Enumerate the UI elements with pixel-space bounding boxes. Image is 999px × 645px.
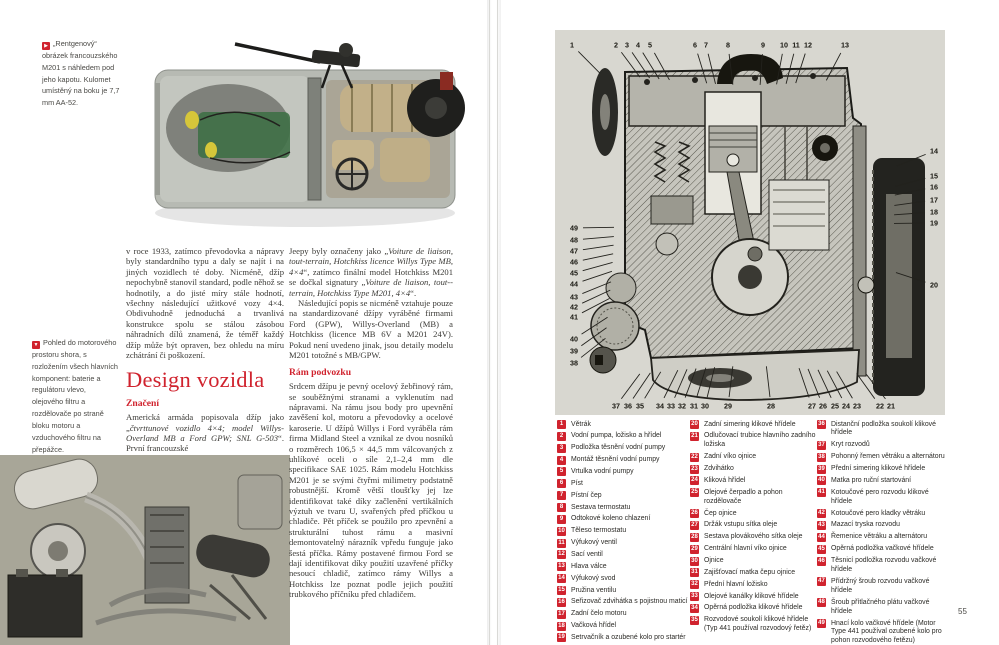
legend-number-badge: 15	[558, 587, 565, 594]
diagram-callout-number: 29	[724, 401, 732, 411]
diagram-callout-number: 28	[767, 401, 775, 411]
engine-cross-section-drawing	[555, 30, 945, 415]
diagram-callout-number: 18	[930, 207, 938, 217]
diagram-callout-number: 19	[930, 218, 938, 228]
legend-item	[690, 521, 817, 530]
legend-item	[557, 420, 690, 429]
legend-item	[557, 527, 690, 536]
legend-label: Vodní pumpa, ložisko a hřídel	[571, 432, 662, 440]
legend-label: Kotoučové pero rozvodu klikové hřídele	[831, 488, 929, 505]
legend-number-badge: 5	[557, 467, 566, 476]
legend-item	[817, 476, 949, 485]
legend-label: Těsnicí podložka rozvodu vačkové hřídele	[831, 557, 937, 573]
legend-label: Hlava válce	[571, 562, 607, 570]
legend-label: Výfukový ventil	[571, 539, 617, 547]
legend-item	[690, 568, 817, 577]
diagram-callout-number: 12	[804, 40, 812, 50]
legend-column	[690, 420, 817, 645]
diagram-callout-number: 17	[930, 195, 938, 205]
legend-number-badge: 1	[557, 420, 566, 429]
legend-number-badge: 32	[691, 581, 698, 588]
legend-item	[557, 444, 690, 453]
diagram-callout-number: 8	[726, 40, 730, 50]
legend-number-badge: 13	[558, 563, 565, 570]
diagram-callout-number: 26	[819, 401, 827, 411]
diagram-callout-number: 6	[693, 40, 697, 50]
legend-item	[557, 456, 690, 465]
legend-column	[557, 420, 690, 645]
legend-label: Sací ventil	[571, 550, 603, 558]
legend-number-badge: 33	[691, 593, 698, 600]
legend-number-badge: 8	[557, 503, 566, 512]
diagram-callout-number: 49	[570, 223, 578, 233]
diagram-callout-number: 22	[876, 401, 884, 411]
section-heading: Design vozidla	[126, 367, 265, 393]
legend-number-badge: 45	[818, 545, 825, 552]
caption-text: „Rentgenový“ obrázek francouzského M201 s náhledem pod jeho kapotu. Kulomet umístěný na boku je 7,7 mm AA-52.	[42, 39, 120, 108]
legend-number-badge: 21	[691, 432, 698, 439]
legend-number-badge: 11	[558, 539, 565, 546]
legend-item	[557, 574, 690, 583]
engine-diagram-panel	[555, 30, 945, 415]
legend-label: Hnací kolo vačkové hřídele (Motor Type 441 používal ozubené kolo pro pohon rozvodového řetězu)	[831, 619, 942, 645]
legend-number-badge: 40	[818, 477, 825, 484]
diagram-callout-number: 33	[667, 401, 675, 411]
diagram-callout-number: 25	[831, 401, 839, 411]
legend-label: Čep ojnice	[704, 509, 737, 517]
legend-number-badge: 14	[558, 575, 565, 582]
legend-label: Kliková hřídel	[704, 476, 746, 484]
diagram-callout-number: 3	[625, 40, 629, 50]
legend-item	[557, 633, 690, 642]
legend-item	[817, 577, 949, 595]
legend-number-badge: 49	[818, 620, 825, 627]
jeep-xray-photo	[140, 28, 470, 240]
legend-number-badge: 39	[818, 465, 825, 472]
legend-item	[557, 515, 690, 524]
legend-label: Ojnice	[704, 557, 724, 565]
legend-column	[817, 420, 949, 645]
legend-label: Kotoučové pero kladky větráku	[831, 509, 926, 517]
diagram-callout-number: 27	[808, 401, 816, 411]
legend-item	[817, 557, 949, 575]
legend-item	[817, 465, 949, 474]
legend-number-badge: 24	[691, 477, 698, 484]
legend-number-badge: 10	[558, 527, 565, 534]
legend-number-badge: 28	[691, 533, 698, 540]
legend-label: Sestava termostatu	[571, 503, 631, 511]
legend-label: Píst	[571, 479, 583, 487]
legend-label: Zajišťovací matka čepu ojnice	[704, 568, 796, 576]
photo-caption-xray	[42, 38, 122, 109]
diagram-callout-number: 36	[624, 401, 632, 411]
diagram-callout-number: 30	[701, 401, 709, 411]
legend-item	[690, 509, 817, 518]
legend-number-badge: 41	[818, 489, 825, 496]
diagram-callout-number: 45	[570, 268, 578, 278]
legend-item	[690, 592, 817, 601]
legend-number-badge: 2	[557, 432, 566, 441]
text-segment: “. První francouzské	[126, 433, 284, 454]
text-segment: Americká armáda popisovala džíp jako „	[126, 412, 284, 433]
legend-number-badge: 35	[691, 616, 698, 623]
diagram-callout-number: 44	[570, 279, 578, 289]
legend-label: Přední hlavní ložisko	[704, 580, 768, 588]
legend-item	[557, 491, 690, 500]
legend-number-badge: 42	[818, 510, 825, 517]
text-column-1	[126, 246, 284, 461]
legend-label: Zadní čelo motoru	[571, 610, 627, 618]
legend-number-badge: 9	[557, 515, 566, 524]
legend-label: Vrtulka vodní pumpy	[571, 467, 634, 475]
legend-label: Vačková hřídel	[571, 622, 617, 630]
legend-item	[817, 545, 949, 554]
diagram-callout-number: 39	[570, 346, 578, 356]
legend-item	[557, 467, 690, 476]
legend-item	[690, 545, 817, 554]
legend-item	[557, 610, 690, 619]
body-paragraph	[126, 412, 284, 454]
legend-item	[690, 432, 817, 450]
legend-item	[817, 441, 949, 450]
legend-label: Olejové kanálky klikové hřídele	[704, 592, 799, 600]
diagram-callout-number: 14	[930, 146, 938, 156]
legend-label: Centrální hlavní víko ojnice	[704, 545, 787, 553]
legend-item	[690, 420, 817, 429]
legend-label: Opěrná podložka klikové hřídele	[704, 604, 803, 612]
legend-item	[557, 598, 690, 607]
diagram-callout-number: 43	[570, 292, 578, 302]
diagram-callout-number: 20	[930, 280, 938, 290]
engine-bay-photo	[0, 455, 290, 645]
legend-label: Odtokové koleno chlazení	[571, 515, 651, 523]
diagram-callout-number: 47	[570, 246, 578, 256]
legend-label: Olejové čerpadlo a pohon rozdělovače	[704, 488, 783, 505]
diagram-callout-number: 37	[612, 401, 620, 411]
diagram-callout-number: 38	[570, 358, 578, 368]
body-paragraph: v roce 1933, zatímco převodovka a nápravy byly standardního typu a daly se najít i na jiných vozidlech té doby. Nicméně, džíp nepochybně stanovil standard, podle něhož se hodnotily, a do jisté míry stále hodnotí, všechny následující užitkové vozy 4×4. Obdivuhodně jednoduchá a trvanlivá konstrukce spolu se stálou zásobou náhradních dílů znamená, že téměř každý džíp může být opraven, bez ohledu na míru zchátrání či poškození.	[126, 246, 284, 360]
legend-number-badge: 27	[691, 521, 698, 528]
legend-number-badge: 30	[691, 557, 698, 564]
legend-label: Řemenice větráku a alternátoru	[831, 533, 928, 541]
legend-number-badge: 47	[818, 578, 825, 585]
legend-item	[817, 509, 949, 518]
legend-label: Šroub přítlačného plátu vačkové hřídele	[831, 598, 930, 615]
subsection-heading-ram-podvozku: Rám podvozku	[289, 367, 352, 379]
diagram-callout-number: 13	[841, 40, 849, 50]
legend-number-badge: 26	[691, 510, 698, 517]
legend-label: Zadní víko ojnice	[704, 453, 757, 461]
text-segment: “.	[410, 287, 417, 298]
subsection-heading-znaceni: Značení	[126, 398, 160, 410]
legend-item	[817, 533, 949, 542]
diagram-callout-number: 5	[648, 40, 652, 50]
legend-item	[690, 453, 817, 462]
legend-label: Mazací tryska rozvodu	[831, 521, 900, 529]
legend-label: Těleso termostatu	[571, 527, 627, 535]
legend-item	[690, 580, 817, 589]
legend-item	[690, 604, 817, 613]
legend-label: Přední simering klikové hřídele	[831, 465, 926, 473]
diagram-callout-number: 40	[570, 334, 578, 344]
legend-number-badge: 3	[557, 444, 566, 453]
legend-label: Pružina ventilu	[571, 586, 617, 594]
legend-label: Seřizovač zdvihátka s pojistnou maticí	[571, 598, 688, 606]
diagram-callout-number: 9	[761, 40, 765, 50]
page-number: 55	[958, 607, 967, 616]
legend-item	[557, 586, 690, 595]
legend-number-badge: 4	[557, 456, 566, 465]
legend-item	[690, 465, 817, 474]
legend-item	[690, 476, 817, 485]
legend-number-badge: 18	[558, 622, 565, 629]
legend-number-badge: 48	[818, 599, 825, 606]
text-segment: “, zatímco finální model Hotchkiss M201 se dočkal signatury „	[289, 266, 453, 288]
photo-caption-engine-bay	[32, 337, 118, 455]
diagram-callout-number: 16	[930, 182, 938, 192]
legend-number-badge: 25	[691, 489, 698, 496]
legend-item	[557, 479, 690, 488]
legend-item	[557, 550, 690, 559]
legend-number-badge: 17	[558, 610, 565, 617]
text-segment: Voiture de liaison, tout-terrain, Hotchkiss licence Willys Type MB, 4×4	[289, 246, 453, 277]
diagram-callout-number: 15	[930, 171, 938, 181]
diagram-callout-number: 11	[792, 40, 800, 50]
legend-item	[817, 453, 949, 462]
diagram-callout-number: 1	[570, 40, 574, 50]
legend-label: Pohonný řemen větráku a alternátoru	[831, 453, 945, 461]
diagram-callout-number: 48	[570, 235, 578, 245]
legend-item	[557, 503, 690, 512]
legend-number-badge: 46	[818, 557, 825, 564]
diagram-callout-number: 4	[636, 40, 640, 50]
legend-label: Sestava plovákového sítka oleje	[704, 533, 803, 541]
legend-number-badge: 16	[558, 598, 565, 605]
parts-legend	[557, 420, 949, 645]
body-paragraph	[289, 246, 453, 298]
diagram-callout-number: 34	[656, 401, 664, 411]
body-paragraph: Následující popis se nicméně vztahuje pouze na standardizované džípy vyráběné firmami Ford (GPW), Willys-Overland (MB) a Hotchkiss (licence MB 6V a M201 24V). Pokud není uvedeno jinak, jsou detaily modelu M201 totožné s MB/GPW.	[289, 297, 453, 360]
page-fold	[487, 0, 501, 645]
legend-label: Přídržný šroub rozvodu vačkové hřídele	[831, 577, 930, 594]
legend-item	[817, 488, 949, 506]
legend-label: Montáž těsnění vodní pumpy	[571, 456, 660, 464]
legend-item	[557, 562, 690, 571]
diagram-callout-number: 42	[570, 302, 578, 312]
legend-item	[557, 622, 690, 631]
caption-arrow-right-icon: ▶	[42, 42, 50, 50]
legend-number-badge: 7	[557, 491, 566, 500]
legend-number-badge: 29	[691, 545, 698, 552]
legend-item	[557, 539, 690, 548]
diagram-callout-number: 41	[570, 312, 578, 322]
legend-item	[690, 488, 817, 506]
text-column-2	[289, 246, 453, 607]
legend-item	[817, 598, 949, 616]
legend-item	[817, 420, 949, 438]
legend-label: Pístní čep	[571, 491, 602, 499]
legend-label: Matka pro ruční startování	[831, 476, 912, 484]
diagram-callout-number: 21	[887, 401, 895, 411]
legend-item	[817, 521, 949, 530]
legend-label: Podložka těsnění vodní pumpy	[571, 444, 666, 452]
diagram-callout-number: 2	[614, 40, 618, 50]
legend-item	[817, 619, 949, 645]
legend-number-badge: 34	[691, 604, 698, 611]
legend-label: Kryt rozvodů	[831, 441, 870, 449]
legend-label: Setrvačník a ozubené kolo pro startér	[571, 633, 686, 641]
legend-number-badge: 23	[691, 465, 698, 472]
legend-item	[690, 616, 817, 634]
legend-number-badge: 38	[818, 453, 825, 460]
legend-item	[690, 533, 817, 542]
legend-label: Zadní simering klikové hřídele	[704, 420, 796, 428]
legend-number-badge: 31	[691, 569, 698, 576]
diagram-callout-number: 32	[678, 401, 686, 411]
text-segment: čtvrttunové vozidlo 4×4; model Willys-Overland MB a Ford GPW; SNL G-503	[126, 422, 284, 444]
legend-number-badge: 22	[691, 453, 698, 460]
diagram-callout-number: 10	[780, 40, 788, 50]
legend-number-badge: 44	[818, 533, 825, 540]
legend-number-badge: 19	[558, 634, 565, 641]
legend-label: Distanční podložka soukolí klikové hřídele	[831, 420, 936, 437]
caption-arrow-down-icon: ▼	[33, 342, 39, 348]
legend-number-badge: 20	[691, 421, 698, 427]
legend-number-badge: 37	[818, 441, 825, 448]
legend-label: Větrák	[571, 420, 591, 428]
legend-label: Zdvihátko	[704, 465, 734, 473]
body-paragraph: Srdcem džípu je pevný ocelový žebřinový rám, se souběžnými stranami a vyklenutím nad nápravami. Na rámu jsou body pro upevnění zavěšení kol, motoru a převodovky a ocelové karoserie. U džípů Willys i Ford vyráběla rám firma Midland Steel a vznikal ze dvou nosníků o rozměrech 106,5 × 44,5 mm válcovaných z uhlíkové oceli o síle 2,1–2,4 mm dle specifikace SAE 1025. Rám modelu Hotchkiss M201 je se svými čtyřmi milimetry podstatně robustnější. Kromě větší tloušťky jej lze identifikovat také díky začlenění vertikálních výztuh ve tvaru U, svařených před příčkou u chladiče. Pět příček se použilo pro zpevnění a strukturální tuhost rámu a masivní demontovatelný nárazník vpředu funguje jako šestá příčka. Rámy postavené firmou Ford se dají identifikovat díky použití uzavřené příčky nesoucí chladič, zatímco rámy Willys a Hotchkiss lze poznat podle jejich použití trubkového příčníku před chladičem.	[289, 381, 453, 600]
diagram-callout-number: 23	[853, 401, 861, 411]
diagram-callout-number: 7	[704, 40, 708, 50]
diagram-callout-number: 46	[570, 257, 578, 267]
legend-label: Rozvodové soukolí klikové hřídele (Typ 441 používal rozvodový řetěz)	[704, 616, 812, 633]
diagram-callout-number: 31	[690, 401, 698, 411]
text-segment: Voiture de liaison, tout--terrain, Hotchkiss Type M201, 4×4	[289, 277, 454, 298]
legend-label: Držák vstupu sítka oleje	[704, 521, 778, 529]
diagram-callout-number: 24	[842, 401, 850, 411]
text-segment: Jeepy byly označeny jako „	[289, 246, 389, 256]
legend-label: Opěrná podložka vačkové hřídele	[831, 545, 934, 553]
legend-number-badge: 36	[818, 421, 825, 427]
caption-text: Pohled do motorového prostoru shora, s rozložením všech hlavních komponent: baterie a regulátoru vlevo, olejového filtru a rozdělovače po straně bloku motoru a vzduchového filtru na přepážce.	[32, 338, 118, 454]
legend-item	[690, 557, 817, 566]
legend-label: Výfukový svod	[571, 574, 616, 582]
diagram-callout-number: 35	[636, 401, 644, 411]
legend-number-badge: 6	[557, 479, 566, 488]
legend-number-badge: 12	[558, 551, 565, 558]
legend-number-badge: 43	[818, 521, 825, 528]
legend-item	[557, 432, 690, 441]
legend-label: Odlučovací trubice hlavního zadního ložiska	[704, 432, 816, 449]
